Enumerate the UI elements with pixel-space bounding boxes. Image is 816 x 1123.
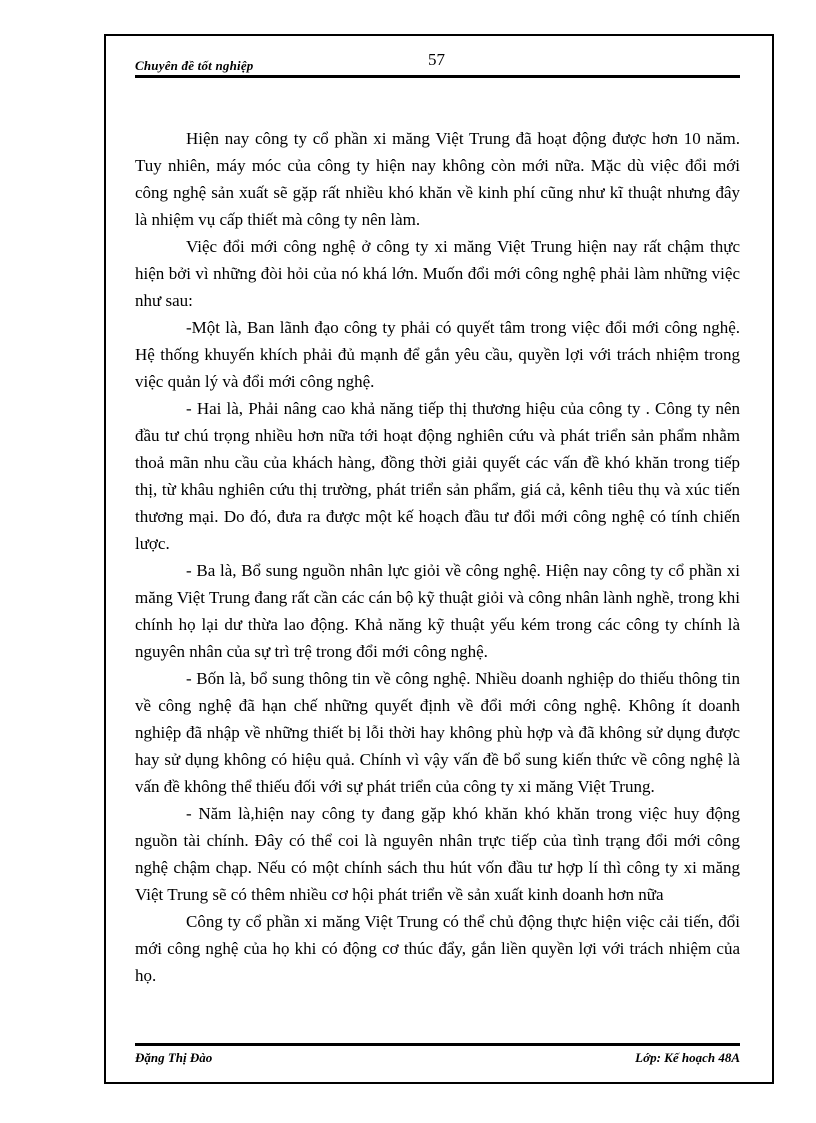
header-title: Chuyên đề tốt nghiệp bbox=[135, 58, 254, 73]
header-rule bbox=[135, 75, 740, 78]
footer-rule bbox=[135, 1043, 740, 1046]
paragraph-point-five: - Năm là,hiện nay công ty đang gặp khó khăn khó khăn trong việc huy động nguồn tài chính. Đây có thể coi là nguyên nhân trực tiếp của tình trạng đổi mới công nghệ chậm chạp. Nếu có một chính sách thu hút vốn đầu tư hợp lí thì công ty xi măng Việt Trung sẽ có thêm nhiều cơ hội phát triển về sản xuất kinh doanh hơn nữa bbox=[135, 804, 740, 904]
paragraph-point-one: -Một là, Ban lãnh đạo công ty phải có quyết tâm trong việc đổi mới công nghệ. Hệ thống khuyến khích phải đủ mạnh để gắn yêu cầu, quyền lợi với trách nhiệm trong việc quản lý và đổi mới công nghệ. bbox=[135, 318, 740, 391]
paragraph-point-three: - Ba là, Bổ sung nguồn nhân lực giỏi về công nghệ. Hiện nay công ty cổ phần xi măng Việt Trung đang rất cần các cán bộ kỹ thuật giỏi và công nhân lành nghề, trong khi chính họ lại dư thừa lao động. Khả năng kỹ thuật yếu kém trong các công ty chính là nguyên nhân của sự trì trệ trong đổi mới công nghệ. bbox=[135, 561, 740, 661]
footer-class: Lớp: Kế hoạch 48A bbox=[635, 1050, 740, 1065]
paragraph-intro: Hiện nay công ty cổ phần xi măng Việt Trung đã hoạt động được hơn 10 năm. Tuy nhiên, máy móc của công ty hiện nay không còn mới nữa. Mặc dù việc đổi mới công nghệ sản xuất sẽ gặp rất nhiều khó khăn về kinh phí cũng như kĩ thuật nhưng đây là nhiệm vụ cấp thiết mà công ty nên làm. bbox=[135, 129, 740, 229]
page-footer bbox=[135, 1050, 740, 1070]
page-number: 57 bbox=[428, 50, 445, 69]
paragraph-point-two: - Hai là, Phải nâng cao khả năng tiếp thị thương hiệu của công ty . Công ty nên đầu tư chú trọng nhiều hơn nữa tới hoạt động nghiên cứu và phát triển sản phẩm nhằm thoả mãn nhu cầu của khách hàng, đồng thời giải quyết các vấn đề khó khăn trong tiếp thị, từ khâu nghiên cứu thị trường, phát triển sản phẩm, giá cả, kênh tiêu thụ và xúc tiến thương mại. Do đó, đưa ra được một kế hoạch đầu tư đổi mới công nghệ có tính chiến lược. bbox=[135, 399, 740, 553]
paragraph-slow-innovation: Việc đổi mới công nghệ ở công ty xi măng Việt Trung hiện nay rất chậm thực hiện bởi vì những đòi hỏi của nó khá lớn. Muốn đổi mới công nghệ phải làm những việc như sau: bbox=[135, 237, 740, 310]
footer-author: Đặng Thị Đào bbox=[135, 1050, 213, 1065]
paragraph-conclusion: Công ty cổ phần xi măng Việt Trung có thể chủ động thực hiện việc cải tiến, đổi mới công nghệ của họ khi có động cơ thúc đẩy, gắn liền quyền lợi với trách nhiệm của họ. bbox=[135, 912, 740, 985]
body-text bbox=[135, 125, 740, 989]
paragraph-point-four: - Bốn là, bổ sung thông tin về công nghệ. Nhiều doanh nghiệp do thiếu thông tin về công nghệ đã hạn chế những quyết định về đổi mới công nghệ. Không ít doanh nghiệp đã nhập về những thiết bị lỗi thời hay không phù hợp và đã không sử dụng được hay sử dụng không có hiệu quả. Chính vì vậy vấn đề bổ sung kiến thức về công nghệ là vấn đề không thể thiếu đối với sự phát triển của công ty xi măng Việt Trung. bbox=[135, 669, 740, 796]
